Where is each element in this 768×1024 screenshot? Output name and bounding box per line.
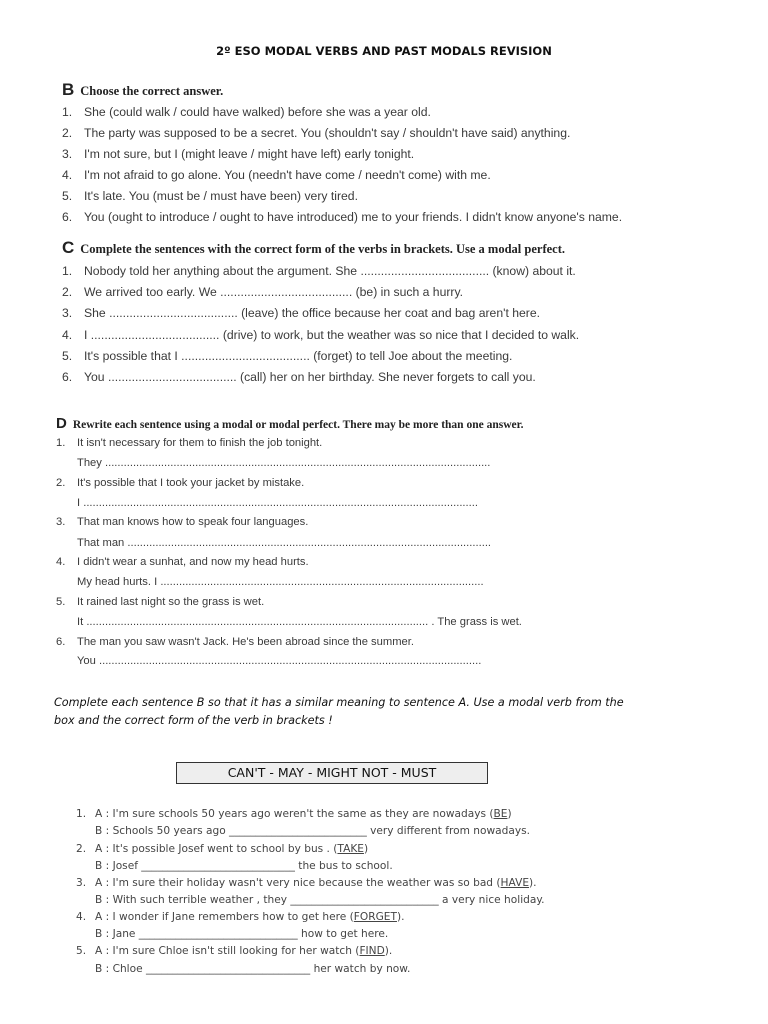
sentence-b: B : With such terrible weather , they ____________________________ a very nice holiday.	[95, 894, 545, 906]
section-b-letter: B	[62, 80, 75, 99]
verb-hint: TAKE	[337, 843, 364, 855]
answer-line: It .............................................................................................................. . The grass is wet.	[77, 616, 522, 628]
item-text: She (could walk / could have walked) before she was a year old.	[84, 105, 431, 119]
sentence-a-end: )	[507, 808, 512, 820]
item-number: 3.	[62, 306, 73, 320]
section-d-instruction: Rewrite each sentence using a modal or modal perfect. There may be more than one answer.	[72, 419, 524, 431]
item-number: 1.	[76, 808, 87, 820]
item-sentence: That man knows how to speak four languages.	[77, 516, 309, 528]
item-number: 4.	[62, 328, 73, 342]
answer-line: I ...............................................................................................................................	[77, 497, 478, 509]
sentence-a	[95, 877, 537, 889]
sentence-a	[95, 911, 404, 923]
item-number: 5.	[62, 189, 73, 203]
sentence-a-end: ).	[384, 945, 393, 957]
item-text: She ...................................... (leave) the office because her coat and bag aren't here.	[84, 306, 540, 320]
answer-line: My head hurts. I ........................................................................................................	[77, 576, 484, 588]
sentence-a-text: A : It's possible Josef went to school by bus . (	[95, 843, 338, 855]
item-number: 6.	[56, 636, 66, 648]
item-number: 2.	[62, 126, 73, 140]
item-number: 1.	[62, 105, 73, 119]
item-number: 4.	[62, 168, 73, 182]
modal-verb-box: CAN'T - MAY - MIGHT NOT - MUST	[176, 762, 488, 784]
item-text: I'm not sure, but I (might leave / might have left) early tonight.	[84, 147, 415, 161]
sentence-b: B : Josef _____________________________ the bus to school.	[95, 860, 393, 872]
sentence-a	[95, 808, 512, 820]
sentence-a-end: ).	[396, 911, 405, 923]
section-c-letter: C	[62, 238, 75, 257]
sentence-a-text: A : I wonder if Jane remembers how to get here (	[95, 911, 354, 923]
item-text: It's possible that I ...................................... (forget) to tell Joe about the meeting.	[84, 349, 513, 363]
item-number: 4.	[76, 911, 87, 923]
page-title: 2º ESO MODAL VERBS AND PAST MODALS REVISION	[216, 44, 552, 58]
item-number: 5.	[62, 349, 73, 363]
item-number: 5.	[76, 945, 87, 957]
section-d-heading	[56, 415, 524, 432]
item-number: 6.	[62, 370, 73, 384]
item-number: 3.	[56, 516, 66, 528]
section-b-instruction: Choose the correct answer.	[80, 84, 224, 98]
instruction-line: Complete each sentence B so that it has a similar meaning to sentence A. Use a modal verb from the	[54, 696, 624, 709]
item-sentence: The man you saw wasn't Jack. He's been abroad since the summer.	[77, 636, 414, 648]
section-d-letter: D	[56, 415, 67, 432]
sentence-a-end: )	[363, 843, 369, 855]
item-text: You (ought to introduce / ought to have introduced) me to your friends. I didn't know anyone's name.	[84, 210, 623, 224]
answer-line: They ............................................................................................................................	[77, 457, 491, 469]
section-b-heading	[62, 80, 223, 100]
item-text: I'm not afraid to go alone. You (needn't have come / needn't come) with me.	[84, 168, 491, 182]
sentence-b: B : Jane ______________________________ how to get here.	[95, 928, 389, 940]
instruction-line: box and the correct form of the verb in brackets !	[54, 714, 333, 727]
verb-hint: BE	[493, 808, 508, 820]
sentence-b: B : Chloe _______________________________ her watch by now.	[95, 963, 411, 975]
item-sentence: It rained last night so the grass is wet.	[77, 596, 265, 608]
item-text: We arrived too early. We ....................................... (be) in such a hurry.	[84, 285, 464, 299]
item-text: Nobody told her anything about the argument. She ...................................... (know) about it.	[84, 264, 576, 278]
item-number: 3.	[62, 147, 73, 161]
item-number: 1.	[56, 437, 66, 449]
item-text: I ...................................... (drive) to work, but the weather was so nice that I decided to walk.	[84, 328, 580, 342]
item-sentence: It isn't necessary for them to finish the job tonight.	[77, 437, 323, 449]
sentence-a-text: A : I'm sure schools 50 years ago weren't the same as they are nowadays (	[95, 808, 494, 820]
sentence-a-end: ).	[529, 877, 537, 889]
answer-line: You ...........................................................................................................................	[77, 655, 482, 667]
verb-hint: HAVE	[500, 877, 530, 889]
item-number: 5.	[56, 596, 66, 608]
sentence-a-text: A : I'm sure Chloe isn't still looking for her watch (	[95, 945, 360, 957]
answer-line: That man .....................................................................................................................	[77, 537, 492, 549]
item-number: 2.	[76, 843, 87, 855]
item-number: 4.	[56, 556, 66, 568]
item-number: 6.	[62, 210, 73, 224]
item-text: It's late. You (must be / must have been) very tired.	[84, 189, 358, 203]
sentence-a	[95, 945, 392, 957]
verb-hint: FIND	[359, 945, 385, 957]
item-sentence: I didn't wear a sunhat, and now my head hurts.	[77, 556, 309, 568]
item-number: 1.	[62, 264, 73, 278]
section-c-instruction: Complete the sentences with the correct form of the verbs in brackets. Use a modal perfect.	[80, 242, 565, 256]
sentence-b: B : Schools 50 years ago __________________________ very different from nowadays.	[95, 825, 531, 837]
sentence-a	[95, 843, 368, 855]
item-number: 3.	[76, 877, 87, 889]
sentence-a-text: A : I'm sure their holiday wasn't very nice because the weather was so bad (	[95, 877, 501, 889]
item-number: 2.	[62, 285, 73, 299]
item-number: 2.	[56, 477, 66, 489]
item-text: The party was supposed to be a secret. You (shouldn't say / shouldn't have said) anything.	[84, 126, 571, 140]
verb-hint: FORGET	[353, 911, 397, 923]
section-c-heading	[62, 238, 565, 258]
item-sentence: It's possible that I took your jacket by mistake.	[77, 477, 305, 489]
item-text: You ...................................... (call) her on her birthday. She never forgets to call you.	[84, 370, 536, 384]
